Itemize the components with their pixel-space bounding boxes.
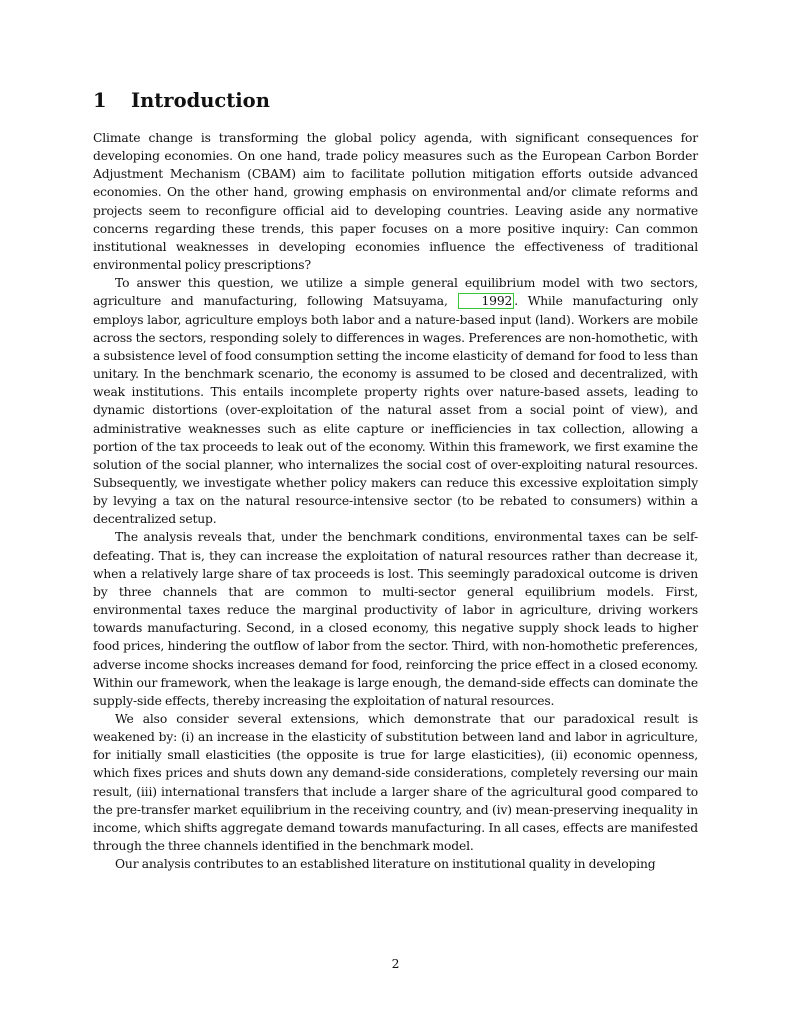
paragraph-4: We also consider several extensions, which demonstrate that our paradoxical result is weakened by: (i) an increase in the elasticity of substitution between land and labor in agriculture, for initially small elasticities (the opposite is true for large elasticities), (ii) economic openness, which fixes prices and shuts down any demand-side considerations, completely reversing our main result, (iii) international transfers that include a larger share of the agricultural good compared to the pre-transfer market equilibrium in the receiving country, and (iv) mean-preserving inequality in income, which shifts aggregate demand towards manufacturing. In all cases, effects are manifested through the three channels identified in the benchmark model. <box>93 712 698 854</box>
citation-link[interactable]: 1992 <box>458 293 515 309</box>
paragraph-5: Our analysis contributes to an established literature on institutional quality in developing <box>115 857 656 872</box>
body-text <box>93 129 698 873</box>
paragraph-2-text-after-citation: . While manufacturing only employs labor, agriculture employs both labor and a nature-based input (land). Workers are mobile across the sectors, responding solely to differences in wages. Preferences are non-homothetic, with a subsistence level of food consumption setting the income elasticity of demand for food to less than unitary. In the benchmark scenario, the economy is assumed to be closed and decentralized, with weak institutions. This entails incomplete property rights over nature-based assets, leading to dynamic distortions (over-exploitation of the natural asset from a social point of view), and administrative weaknesses such as elite capture or inefficiencies in tax collection, allowing a portion of the tax proceeds to leak out of the economy. Within this framework, we first examine the solution of the social planner, who internalizes the social cost of over-exploiting natural resources. Subsequently, we investigate whether policy makers can reduce this excessive exploitation simply by levying a tax on the natural resource-intensive sector (to be rebated to consumers) within a decentralized setup. <box>93 294 698 527</box>
paragraph-1: Climate change is transforming the global policy agenda, with significant consequences for developing economies. On one hand, trade policy measures such as the European Carbon Border Adjustment Mechanism (CBAM) aim to facilitate pollution mitigation efforts outside advanced economies. On the other hand, growing emphasis on environmental and/or climate reforms and projects seem to reconfigure official aid to developing countries. Leaving aside any normative concerns regarding these trends, this paper focuses on a more positive inquiry: Can common institutional weaknesses in developing economies influence the effectiveness of traditional environmental policy prescriptions? <box>93 131 698 273</box>
page-number: 2 <box>391 957 400 971</box>
paragraph-2-text-before-citation: To answer this question, we utilize a simple general equilibrium model with two sectors, agriculture and manufacturing, following Matsuyama, <box>93 276 698 309</box>
section-title: Introduction <box>131 89 270 112</box>
paragraph-3: The analysis reveals that, under the benchmark conditions, environmental taxes can be self-defeating. That is, they can increase the exploitation of natural resources rather than decrease it, when a relatively large share of tax proceeds is lost. This seemingly paradoxical outcome is driven by three channels that are common to multi-sector general equilibrium models. First, environmental taxes reduce the marginal productivity of labor in agriculture, driving workers towards manufacturing. Second, in a closed economy, this negative supply shock leads to higher food prices, hindering the outflow of labor from the sector. Third, with non-homothetic preferences, adverse income shocks increases demand for food, reinforcing the price effect in a closed economy. Within our framework, when the leakage is large enough, the demand-side effects can dominate the supply-side effects, thereby increasing the exploitation of natural resources. <box>93 530 698 708</box>
section-heading <box>93 88 270 114</box>
section-number: 1 <box>93 89 107 112</box>
paragraph-2 <box>93 274 698 528</box>
